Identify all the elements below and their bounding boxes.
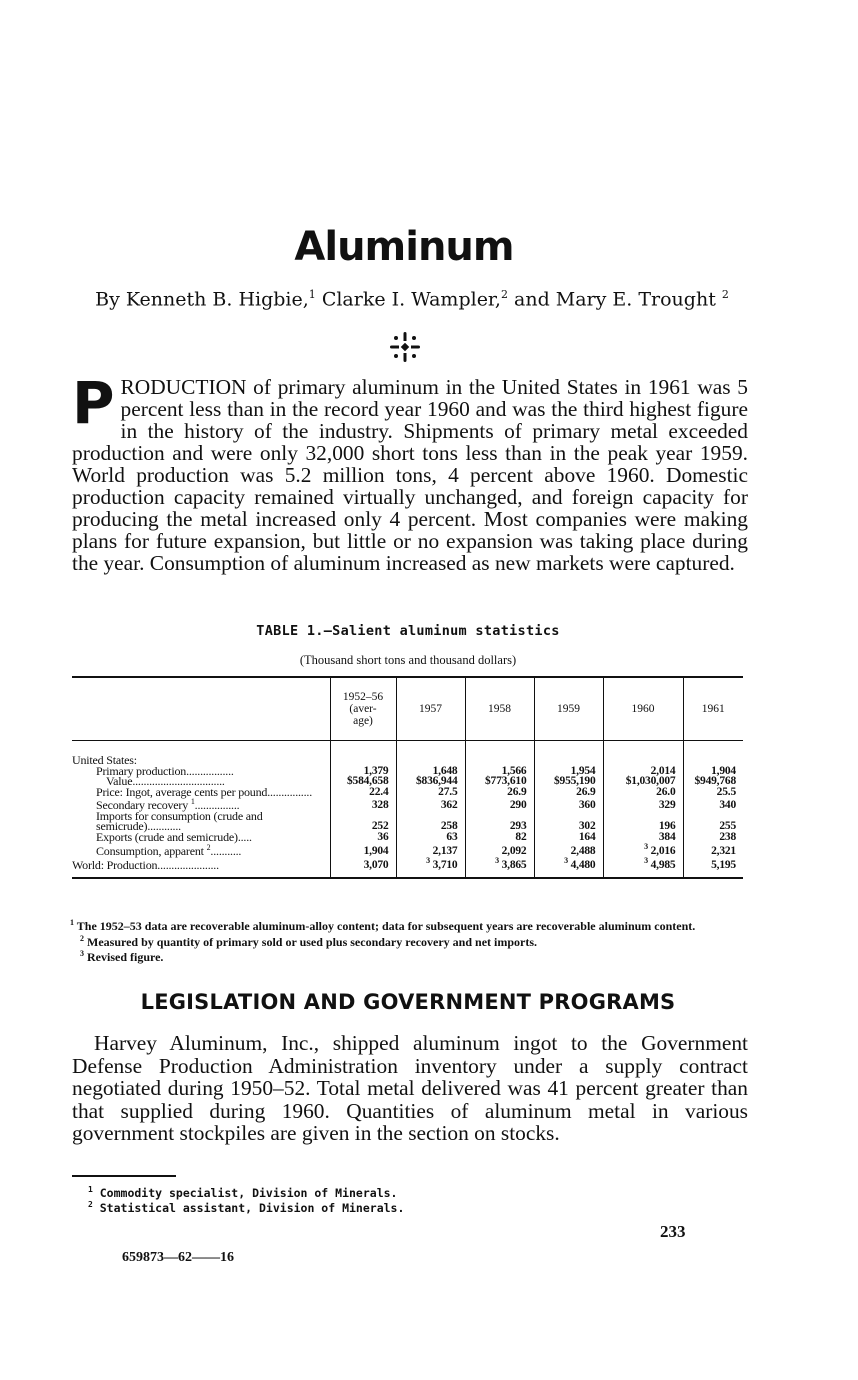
- row-label: Exports (crude and semicrude).....: [96, 829, 252, 844]
- table-cell: 27.5: [396, 787, 465, 798]
- row-label: Imports for consumption (crude and semicrude)............: [96, 808, 263, 833]
- column-header-average: [330, 677, 396, 741]
- table-cell: 2,014: [603, 766, 683, 777]
- intro-text: RODUCTION of primary aluminum in the United States in 1961 was 5 percent less than in the record year 1960 and was the third highest figure in the history of the industry. Shipments of primary metal exceeded production and were only 32,000 short tons less than in the peak year 1959. World production was 5.2 million tons, 4 percent above 1960. Domestic production capacity remained virtually unchanged, and foreign capacity for producing the metal increased only 4 percent. Most companies were making plans for future expansion, but little or no expansion was taking place during the year. Consumption of aluminum increased as new markets were captured.: [72, 375, 748, 575]
- row-label: Value.................................: [106, 774, 225, 788]
- table-subtitle: (Thousand short tons and thousand dollars): [299, 653, 517, 667]
- table-cell: [465, 741, 534, 766]
- table-cell: 1,648: [396, 766, 465, 777]
- column-header-1958: 1958: [465, 677, 534, 741]
- section-paragraph: [72, 1032, 748, 1145]
- section-heading: LEGISLATION AND GOVERNMENT PROGRAMS: [140, 990, 676, 1014]
- byline-footnote-2: 2: [500, 288, 508, 301]
- column-header-1961: 1961: [683, 677, 743, 741]
- table-cell: 238: [683, 832, 743, 843]
- table-cell: 252: [330, 811, 396, 832]
- row-label: Consumption, apparent $^2$...........: [96, 842, 242, 858]
- table-cell: 360: [534, 797, 603, 811]
- table-row: [72, 842, 743, 856]
- table-cell: [534, 741, 603, 766]
- table-cell: 5,195: [683, 856, 743, 877]
- page-footnotes: [88, 1184, 404, 1215]
- row-label: World: Production......................: [72, 856, 330, 877]
- table-cell: 329: [603, 797, 683, 811]
- table-footnote: $^3$ Revised figure.: [80, 949, 164, 964]
- table-cell: 3,070: [330, 856, 396, 877]
- table-cell: 302: [534, 811, 603, 832]
- table-cell: $^3$ 4,985: [603, 856, 683, 877]
- table-cell: 1,566: [465, 766, 534, 777]
- table-cell: 22.4: [330, 787, 396, 798]
- table-cell: 1,904: [683, 766, 743, 777]
- table-cell: 290: [465, 797, 534, 811]
- table-cell: 1,379: [330, 766, 396, 777]
- table-title: TABLE 1.—Salient aluminum statistics: [256, 623, 560, 639]
- intro-paragraph: [72, 369, 748, 575]
- column-header-1957: 1957: [396, 677, 465, 741]
- table-cell: 26.9: [534, 787, 603, 798]
- footnote-rule: [72, 1175, 176, 1177]
- table-cell: [603, 741, 683, 766]
- table-cell: 26.9: [465, 787, 534, 798]
- table-cell: 26.0: [603, 787, 683, 798]
- table-stub-header: [72, 677, 330, 741]
- table-cell: $^3$ 3,710: [396, 856, 465, 877]
- table-cell: 164: [534, 832, 603, 843]
- table-cell: 255: [683, 811, 743, 832]
- table-cell: 63: [396, 832, 465, 843]
- byline-author-1: By Kenneth B. Higbie,: [95, 288, 309, 311]
- table-cell: 293: [465, 811, 534, 832]
- section-text: Harvey Aluminum, Inc., shipped aluminum ingot to the Government Defense Production Administration inventory under a supply contract negotiated during 1950–52. Total metal delivered was 41 percent greater than that supplied during 1960. Quantities of aluminum metal in various government stockpiles are given in the section on stocks.: [72, 1031, 748, 1145]
- table-cell: 1,904: [330, 842, 396, 856]
- row-label: Price: Ingot, average cents per pound................: [96, 784, 313, 799]
- byline: [72, 288, 752, 310]
- table-row: [72, 811, 743, 832]
- column-header-1960: 1960: [603, 677, 683, 741]
- table-cell: 196: [603, 811, 683, 832]
- table-cell: 362: [396, 797, 465, 811]
- table-cell: $949,768: [683, 776, 743, 787]
- row-label: Primary production.................: [96, 763, 234, 778]
- page-footnote: $^2$ Statistical assistant, Division of Minerals.: [88, 1200, 405, 1216]
- row-label: United States:: [72, 753, 137, 767]
- table-cell: 1,954: [534, 766, 603, 777]
- byline-footnote-1: 1: [308, 288, 316, 301]
- table-cell: [396, 741, 465, 766]
- ornament-icon: [390, 332, 420, 362]
- byline-author-3: and Mary E. Trought: [507, 288, 716, 311]
- table-row: [72, 787, 743, 798]
- table-cell: [330, 741, 396, 766]
- print-code: 659873—62——16: [122, 1250, 234, 1265]
- table-cell: $955,190: [534, 776, 603, 787]
- table-cell: $^3$ 2,016: [603, 842, 683, 856]
- table-footnotes: [70, 917, 750, 964]
- col-avg-line2: (aver-: [349, 703, 377, 715]
- table-cell: 2,092: [465, 842, 534, 856]
- table-cell: [683, 741, 743, 766]
- table-row: [72, 856, 743, 877]
- table-footnote: $^1$ The 1952–53 data are recoverable aluminum-alloy content; data for subsequent years are recoverable aluminum content.: [70, 918, 696, 933]
- row-label: Secondary recovery $^1$................: [96, 797, 240, 812]
- table-cell: $^3$ 4,480: [534, 856, 603, 877]
- table-cell: $836,944: [396, 776, 465, 787]
- table-cell: $^3$ 3,865: [465, 856, 534, 877]
- page-number: 233: [660, 1222, 686, 1241]
- table-cell: 328: [330, 797, 396, 811]
- table-row: [72, 832, 743, 843]
- byline-author-2: Clarke I. Wampler,: [315, 288, 501, 311]
- table-cell: $773,610: [465, 776, 534, 787]
- table-cell: 25.5: [683, 787, 743, 798]
- table-footnote: $^2$ Measured by quantity of primary sold or used plus secondary recovery and net imports.: [80, 933, 538, 949]
- col-avg-line1: 1952–56: [342, 691, 384, 703]
- table-cell: $584,658: [330, 776, 396, 787]
- table-cell: 2,321: [683, 842, 743, 856]
- table-cell: $1,030,007: [603, 776, 683, 787]
- byline-footnote-3: 2: [721, 288, 729, 301]
- page-footnote: $^1$ Commodity specialist, Division of Minerals.: [88, 1185, 398, 1200]
- salient-statistics-table: [72, 676, 743, 879]
- table-cell: 384: [603, 832, 683, 843]
- column-header-1959: 1959: [534, 677, 603, 741]
- table-cell: 2,137: [396, 842, 465, 856]
- drop-cap: P: [72, 369, 115, 437]
- col-avg-line3: age): [353, 715, 373, 727]
- table-cell: 82: [465, 832, 534, 843]
- table-cell: 340: [683, 797, 743, 811]
- table-cell: 258: [396, 811, 465, 832]
- page-title: Aluminum: [294, 224, 514, 270]
- table-cell: 36: [330, 832, 396, 843]
- table-cell: 2,488: [534, 842, 603, 856]
- table-row: [72, 741, 743, 766]
